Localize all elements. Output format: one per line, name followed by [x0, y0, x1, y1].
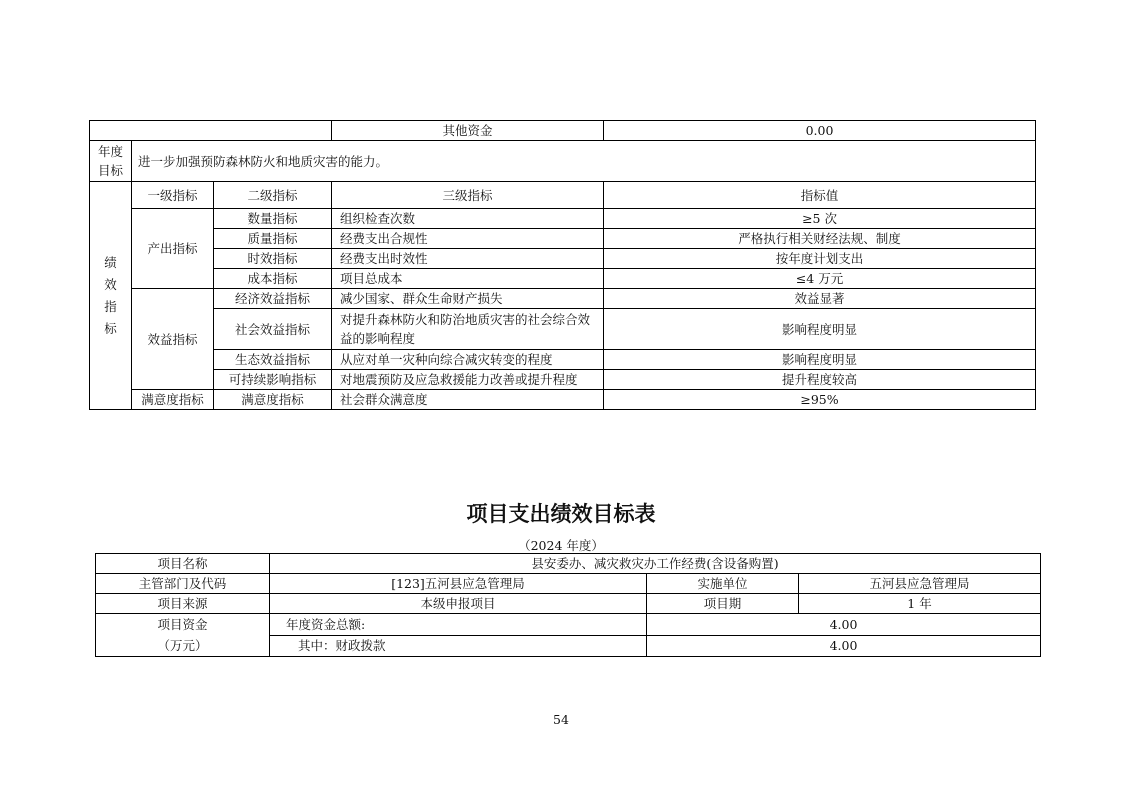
- group-output: 产出指标: [132, 209, 214, 289]
- table-row-level2: 数量指标: [214, 209, 332, 229]
- table-row-level2: 生态效益指标: [214, 350, 332, 370]
- fiscal-value: 4.00: [647, 635, 1041, 657]
- other-funds-value: 0.00: [604, 121, 1036, 141]
- year-label: （2024 年度）: [518, 538, 604, 553]
- table-row-value: 严格执行相关财经法规、制度: [604, 229, 1036, 249]
- table-row-value: 效益显著: [604, 289, 1036, 309]
- project-name-value: 县安委办、减灾救灾办工作经费(含设备购置): [270, 554, 1041, 574]
- table-row-value: ≥95%: [604, 390, 1036, 410]
- table-row-level3: 经费支出时效性: [332, 249, 604, 269]
- annual-goal-label: 年度 目标: [90, 141, 132, 182]
- group-benefit: 效益指标: [132, 289, 214, 390]
- period-label: 项目期: [647, 594, 799, 614]
- performance-indicator-label: 绩 效 指 标: [90, 182, 132, 410]
- fiscal-label: 其中：财政拨款: [270, 635, 647, 657]
- page-title: 项目支出绩效目标表: [466, 502, 656, 526]
- table-row-value: 影响程度明显: [604, 350, 1036, 370]
- table-row-value: ≤4 万元: [604, 269, 1036, 289]
- annual-total-label: 年度资金总额:: [270, 614, 647, 636]
- dept-label: 主管部门及代码: [96, 574, 270, 594]
- other-funds-label: 其他资金: [332, 121, 604, 141]
- table-row-value: ≥5 次: [604, 209, 1036, 229]
- group-satisfaction: 满意度指标: [132, 390, 214, 410]
- source-label: 项目来源: [96, 594, 270, 614]
- table-row-level3: 组织检查次数: [332, 209, 604, 229]
- table-row-level3: 对提升森林防火和防治地质灾害的社会综合效益的影响程度: [332, 309, 604, 350]
- table-row-value: 提升程度较高: [604, 370, 1036, 390]
- annual-total-value: 4.00: [647, 614, 1041, 636]
- funds-label: 项目资金 （万元）: [96, 614, 270, 657]
- annual-goal-text: 进一步加强预防森林防火和地质灾害的能力。: [132, 141, 1036, 182]
- project-info-table: [95, 553, 1041, 657]
- table-row-level2: 成本指标: [214, 269, 332, 289]
- performance-indicator-table: [89, 120, 1036, 410]
- table-row-level3: 社会群众满意度: [332, 390, 604, 410]
- table-row-level2: 经济效益指标: [214, 289, 332, 309]
- table-row-value: 按年度计划支出: [604, 249, 1036, 269]
- table-row-level2: 满意度指标: [214, 390, 332, 410]
- table-row-level3: 减少国家、群众生命财产损失: [332, 289, 604, 309]
- header-level3: 三级指标: [332, 182, 604, 209]
- table-row-level3: 从应对单一灾种向综合减灾转变的程度: [332, 350, 604, 370]
- impl-unit-value: 五河县应急管理局: [799, 574, 1041, 594]
- table-row-level2: 时效指标: [214, 249, 332, 269]
- impl-unit-label: 实施单位: [647, 574, 799, 594]
- source-value: 本级申报项目: [270, 594, 647, 614]
- project-name-label: 项目名称: [96, 554, 270, 574]
- header-level2: 二级指标: [214, 182, 332, 209]
- table-row-level3: 对地震预防及应急救援能力改善或提升程度: [332, 370, 604, 390]
- page-number: 54: [553, 712, 569, 727]
- empty-cell: [90, 121, 332, 141]
- dept-value: [123]五河县应急管理局: [270, 574, 647, 594]
- header-value: 指标值: [604, 182, 1036, 209]
- table-row-level2: 质量指标: [214, 229, 332, 249]
- table-row-level3: 项目总成本: [332, 269, 604, 289]
- header-level1: 一级指标: [132, 182, 214, 209]
- table-row-level2: 社会效益指标: [214, 309, 332, 350]
- period-value: 1 年: [799, 594, 1041, 614]
- table-row-value: 影响程度明显: [604, 309, 1036, 350]
- table-row-level3: 经费支出合规性: [332, 229, 604, 249]
- table-row-level2: 可持续影响指标: [214, 370, 332, 390]
